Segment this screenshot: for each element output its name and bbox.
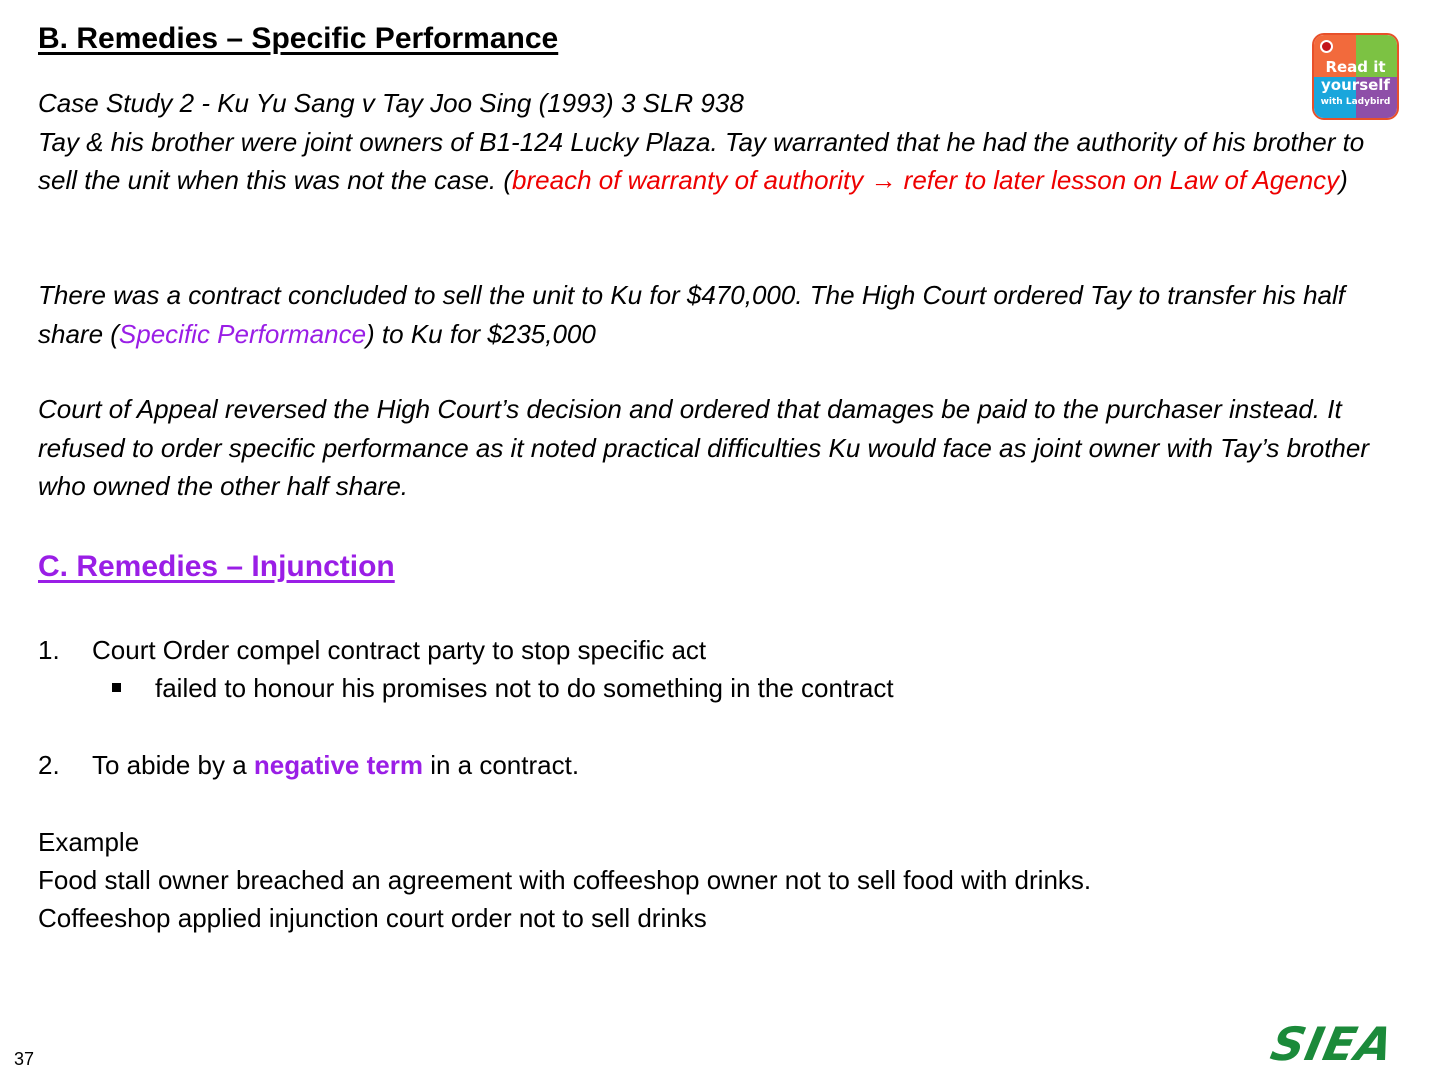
contract-text-1: There was a contract concluded to sell the unit to Ku for $470,000. The High Court ordered Tay to transfer his half share ( <box>38 280 1345 349</box>
contract-text-2: ) to Ku for $235,000 <box>366 318 596 349</box>
item2-pre: To abide by a <box>92 750 254 780</box>
section-c-heading: C. Remedies – Injunction <box>38 550 395 583</box>
example-label: Example <box>38 827 140 857</box>
example-line-1: Food stall owner breached an agreement with coffeeshop owner not to sell food with drinks. <box>38 865 1092 895</box>
contract-paragraph <box>38 276 1378 353</box>
siea-logo: SIEA <box>1266 1017 1400 1071</box>
list-item-1-text: Court Order compel contract party to stop specific act <box>92 635 707 665</box>
list-number-1: 1. <box>38 635 60 665</box>
facts-red-text-1: breach of warranty of authority <box>512 165 871 195</box>
page-number: 37 <box>14 1049 35 1069</box>
list-item-1-bullet-text: failed to honour his promises not to do something in the contract <box>155 673 894 703</box>
ladybird-icon <box>1320 40 1333 53</box>
case-study-title: Case Study 2 - Ku Yu Sang v Tay Joo Sing (1993) 3 SLR 938 <box>38 88 744 118</box>
example-line-2: Coffeeshop applied injunction court order not to sell drinks <box>38 903 707 933</box>
facts-close-paren: ) <box>1339 165 1348 195</box>
list-number-2: 2. <box>38 750 60 780</box>
badge-line-2: yourself <box>1321 76 1390 94</box>
arrow-right-icon: → <box>870 165 897 195</box>
item2-post: in a contract. <box>422 750 580 780</box>
square-bullet-icon <box>112 683 121 692</box>
negative-term: negative term <box>253 750 423 780</box>
case-study-facts <box>38 123 1378 200</box>
appeal-paragraph: Court of Appeal reversed the High Court’s decision and ordered that damages be paid to the purchaser instead. It refused to order specific performance as it noted practical difficulties Ku would face as joint owner with Tay’s brother who owned the other half share. <box>38 394 1370 501</box>
facts-text: Tay & his brother were joint owners of B1-124 Lucky Plaza. Tay warranted that he had the authority of his brother to sell the unit when this was not the case. ( <box>38 126 1365 195</box>
case-study-block <box>38 84 1378 200</box>
badge-line-3: with Ladybird <box>1320 97 1391 107</box>
specific-performance-term: Specific Performance <box>118 318 367 349</box>
badge-line-1: Read it <box>1325 58 1386 76</box>
list-item-2-text <box>92 746 579 784</box>
facts-red-text-2: refer to later lesson on Law of Agency <box>896 165 1340 195</box>
section-b-heading: B. Remedies – Specific Performance <box>38 22 559 55</box>
